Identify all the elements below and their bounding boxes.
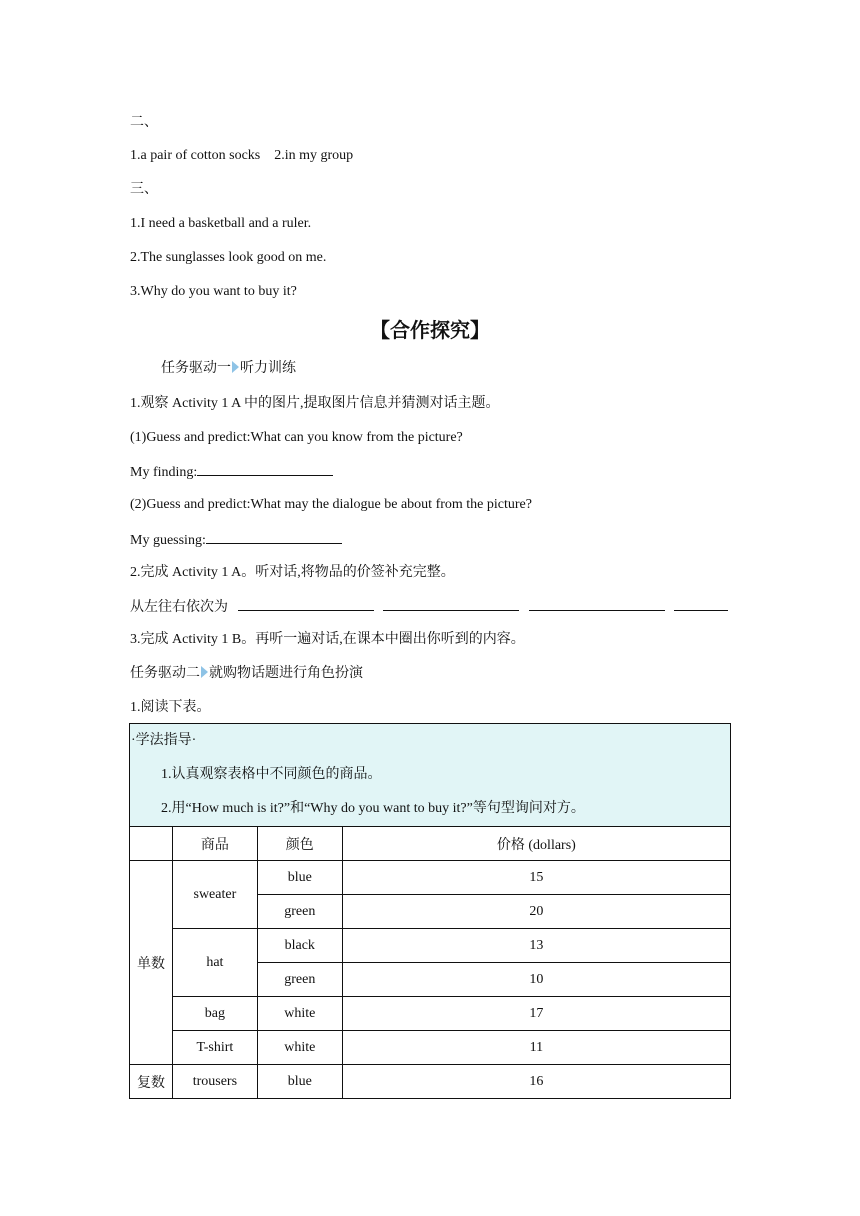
order-line xyxy=(130,597,728,617)
question-2: 2.完成 Activity 1 A。听对话,将物品的价签补充完整。 xyxy=(130,565,455,580)
finding-label: My finding: xyxy=(130,465,198,480)
singular-label: 单数 xyxy=(130,861,173,1065)
section2-heading: 二、 xyxy=(130,115,158,130)
task1-suffix: 听力训练 xyxy=(240,361,296,376)
price-cell: 15 xyxy=(342,861,730,895)
section3-heading: 三、 xyxy=(130,182,158,197)
task2-suffix: 就购物话题进行角色扮演 xyxy=(209,666,363,681)
goods-table xyxy=(129,826,731,1099)
price-blank-2[interactable] xyxy=(383,597,519,611)
order-label: 从左往右依次为 xyxy=(130,600,228,615)
question-1-2: (2)Guess and predict:What may the dialogue be about from the picture? xyxy=(130,497,532,512)
finding-blank[interactable] xyxy=(197,462,333,476)
arrow-right-icon xyxy=(201,666,208,678)
question-3: 3.完成 Activity 1 B。再听一遍对话,在课本中圈出你听到的内容。 xyxy=(130,632,525,647)
price-blank-4[interactable] xyxy=(674,597,728,611)
guessing-label: My guessing: xyxy=(130,533,206,548)
color-cell: blue xyxy=(257,861,342,895)
study-tip-box xyxy=(129,723,731,827)
read-table-instruction: 1.阅读下表。 xyxy=(130,700,211,715)
color-cell: green xyxy=(257,895,342,929)
table-row xyxy=(130,997,731,1031)
price-cell: 10 xyxy=(342,963,730,997)
table-row xyxy=(130,929,731,963)
section3-answer-2: 2.The sunglasses look good on me. xyxy=(130,250,327,265)
table-row xyxy=(130,1065,731,1099)
question-1: 1.观察 Activity 1 A 中的图片,提取图片信息并猜测对话主题。 xyxy=(130,396,500,411)
item-bag: bag xyxy=(172,997,257,1031)
task2-label xyxy=(130,665,363,683)
header-color: 颜色 xyxy=(257,827,342,861)
color-cell: white xyxy=(257,1031,342,1065)
header-price: 价格 (dollars) xyxy=(342,827,730,861)
question-1-1: (1)Guess and predict:What can you know from the picture? xyxy=(130,430,463,445)
price-blank-3[interactable] xyxy=(529,597,665,611)
color-cell: black xyxy=(257,929,342,963)
tip-item-2: 2.用“How much is it?”和“Why do you want to buy it?”等句型询问对方。 xyxy=(161,801,585,816)
price-cell: 13 xyxy=(342,929,730,963)
table-row xyxy=(130,1031,731,1065)
section3-answer-1: 1.I need a basketball and a ruler. xyxy=(130,216,312,231)
price-blank-1[interactable] xyxy=(238,597,374,611)
tip-item-1: 1.认真观察表格中不同颜色的商品。 xyxy=(161,767,382,782)
item-hat: hat xyxy=(172,929,257,997)
task2-prefix: 任务驱动二 xyxy=(130,666,200,681)
arrow-right-icon xyxy=(232,361,239,373)
task1-label xyxy=(161,360,296,378)
table-row xyxy=(130,861,731,895)
item-trousers: trousers xyxy=(172,1065,257,1099)
table-header-row xyxy=(130,827,731,861)
task1-prefix: 任务驱动一 xyxy=(161,361,231,376)
plural-label: 复数 xyxy=(130,1065,173,1099)
color-cell: blue xyxy=(257,1065,342,1099)
item-tshirt: T-shirt xyxy=(172,1031,257,1065)
finding-line xyxy=(130,462,333,482)
guessing-line xyxy=(130,530,342,550)
price-cell: 11 xyxy=(342,1031,730,1065)
price-cell: 16 xyxy=(342,1065,730,1099)
section-title: 【合作探究】 xyxy=(370,318,490,342)
color-cell: green xyxy=(257,963,342,997)
price-cell: 20 xyxy=(342,895,730,929)
header-item: 商品 xyxy=(172,827,257,861)
item-sweater: sweater xyxy=(172,861,257,929)
tip-title: ·学法指导· xyxy=(131,733,197,748)
header-empty xyxy=(130,827,173,861)
color-cell: white xyxy=(257,997,342,1031)
price-cell: 17 xyxy=(342,997,730,1031)
guessing-blank[interactable] xyxy=(206,530,342,544)
section2-answers: 1.a pair of cotton socks 2.in my group xyxy=(130,148,354,163)
section3-answer-3: 3.Why do you want to buy it? xyxy=(130,284,297,299)
